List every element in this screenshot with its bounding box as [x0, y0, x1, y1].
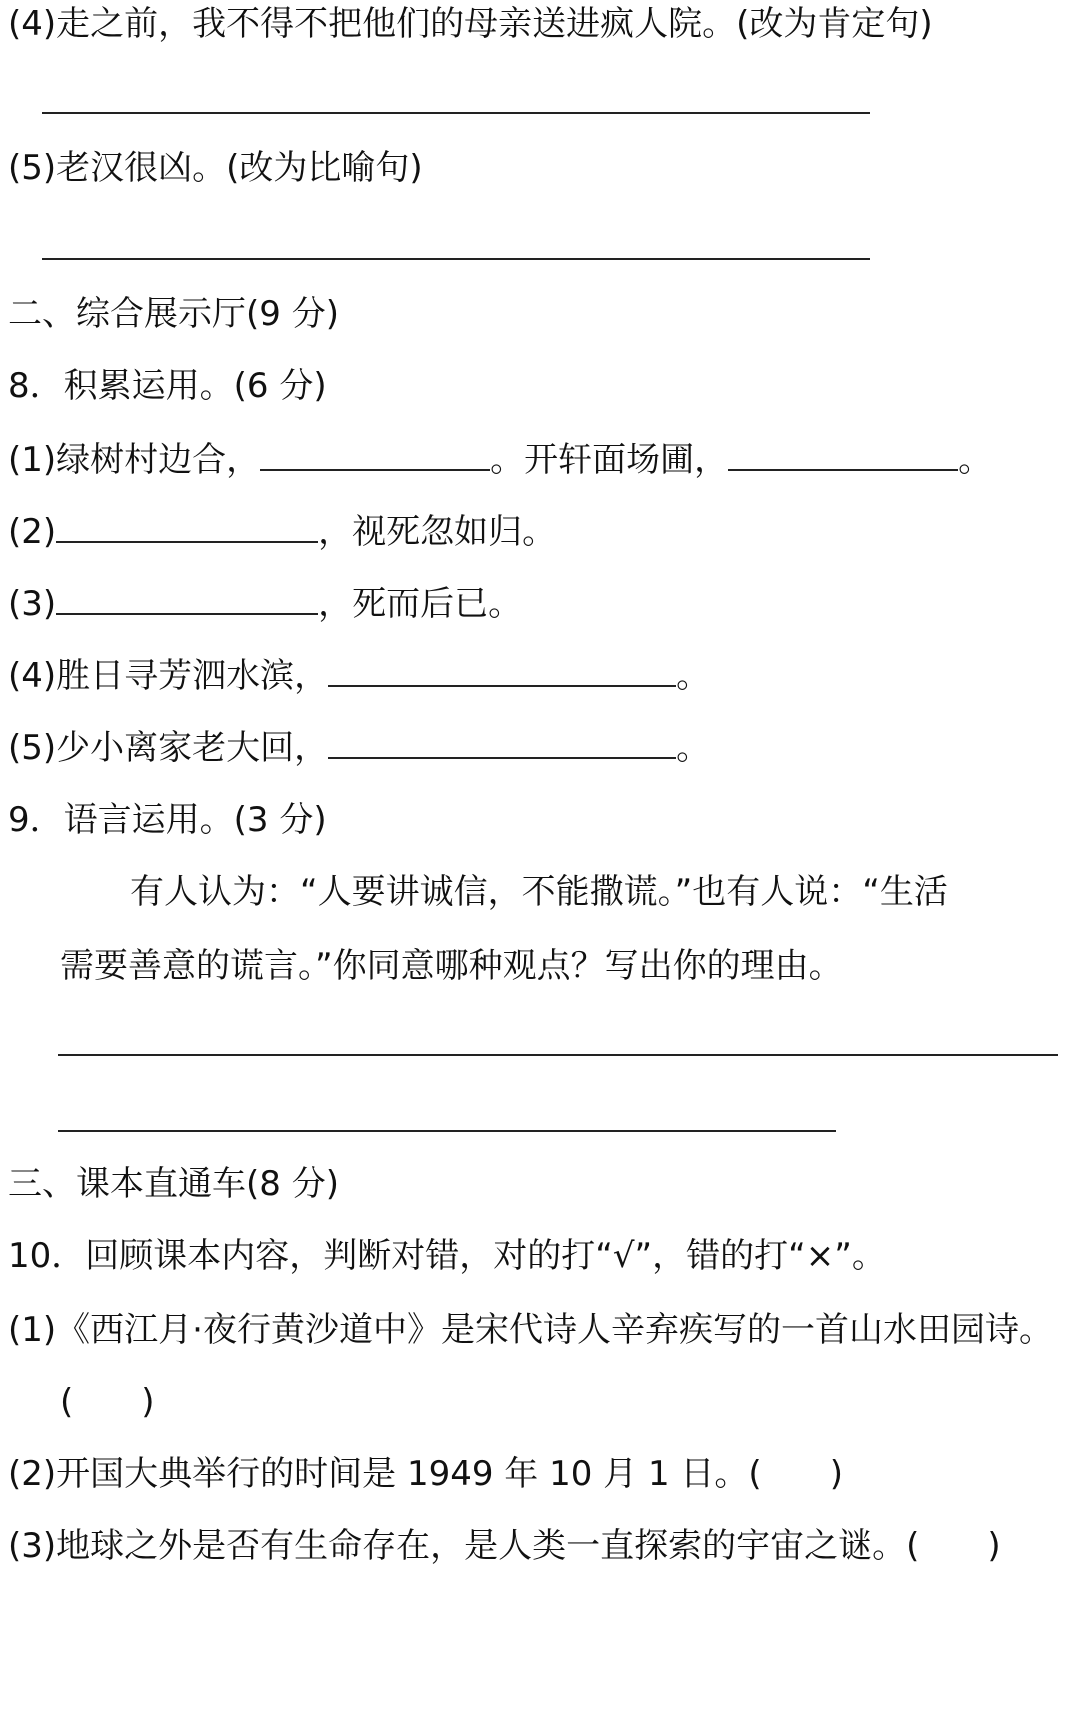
q8-item-5-text-a: (5)少小离家老大回，	[8, 728, 329, 768]
q8-item-2	[8, 510, 556, 554]
section-3-title: 三、课本直通车(8 分)	[8, 1164, 339, 1204]
q8-item-1-text-b: 。开轩面场圃，	[490, 440, 729, 480]
q10-item-1: (1)《西江月·夜行黄沙道中》是宋代诗人辛弃疾写的一首山水田园诗。	[8, 1310, 1053, 1350]
q7-item-4-answer-line[interactable]	[42, 112, 870, 114]
q8-item-4-text-a: (4)胜日寻芳泗水滨，	[8, 656, 329, 696]
q8-item-4-text-b: 。	[676, 656, 711, 696]
q8-item-5-blank[interactable]	[328, 727, 676, 759]
q9-answer-line-2[interactable]	[58, 1130, 836, 1132]
q7-item-4: (4)走之前，我不得不把他们的母亲送进疯人院。(改为肯定句)	[8, 4, 933, 44]
q8-title: 8．积累运用。(6 分)	[8, 366, 327, 406]
q9-paragraph-line-1: 有人认为：“人要讲诚信，不能撒谎。”也有人说：“生活	[130, 872, 948, 912]
q8-item-3-text-a: (3)	[8, 584, 57, 624]
q8-item-3-blank[interactable]	[56, 583, 318, 615]
q8-item-5-text-b: 。	[676, 728, 711, 768]
section-2-title: 二、综合展示厅(9 分)	[8, 294, 339, 334]
q9-title: 9．语言运用。(3 分)	[8, 800, 327, 840]
q7-item-5: (5)老汉很凶。(改为比喻句)	[8, 148, 423, 188]
q8-item-2-text-b: ，视死忽如归。	[318, 512, 557, 552]
q9-answer-line-1[interactable]	[58, 1054, 1058, 1056]
q8-item-1-blank-1[interactable]	[260, 439, 490, 471]
q8-item-3-text-b: ，死而后已。	[318, 584, 523, 624]
q10-title: 10．回顾课本内容，判断对错，对的打“√”，错的打“×”。	[8, 1236, 886, 1276]
q8-item-4-blank[interactable]	[328, 655, 676, 687]
q10-item-2: (2)开国大典举行的时间是 1949 年 10 月 1 日。( )	[8, 1454, 843, 1494]
q8-item-1-text-a: (1)绿树村边合，	[8, 440, 261, 480]
q9-paragraph-line-2: 需要善意的谎言。”你同意哪种观点？写出你的理由。	[60, 946, 843, 986]
q8-item-1	[8, 438, 992, 482]
q8-item-1-blank-2[interactable]	[728, 439, 958, 471]
q8-item-4	[8, 654, 710, 698]
q8-item-2-blank[interactable]	[56, 511, 318, 543]
q8-item-3	[8, 582, 522, 626]
q8-item-2-text-a: (2)	[8, 512, 57, 552]
q10-item-1-answer-paren[interactable]: ( )	[60, 1382, 155, 1422]
q10-item-3: (3)地球之外是否有生命存在，是人类一直探索的宇宙之谜。( )	[8, 1526, 1001, 1566]
q8-item-1-text-c: 。	[958, 440, 993, 480]
q8-item-5	[8, 726, 710, 770]
q7-item-5-answer-line[interactable]	[42, 258, 870, 260]
